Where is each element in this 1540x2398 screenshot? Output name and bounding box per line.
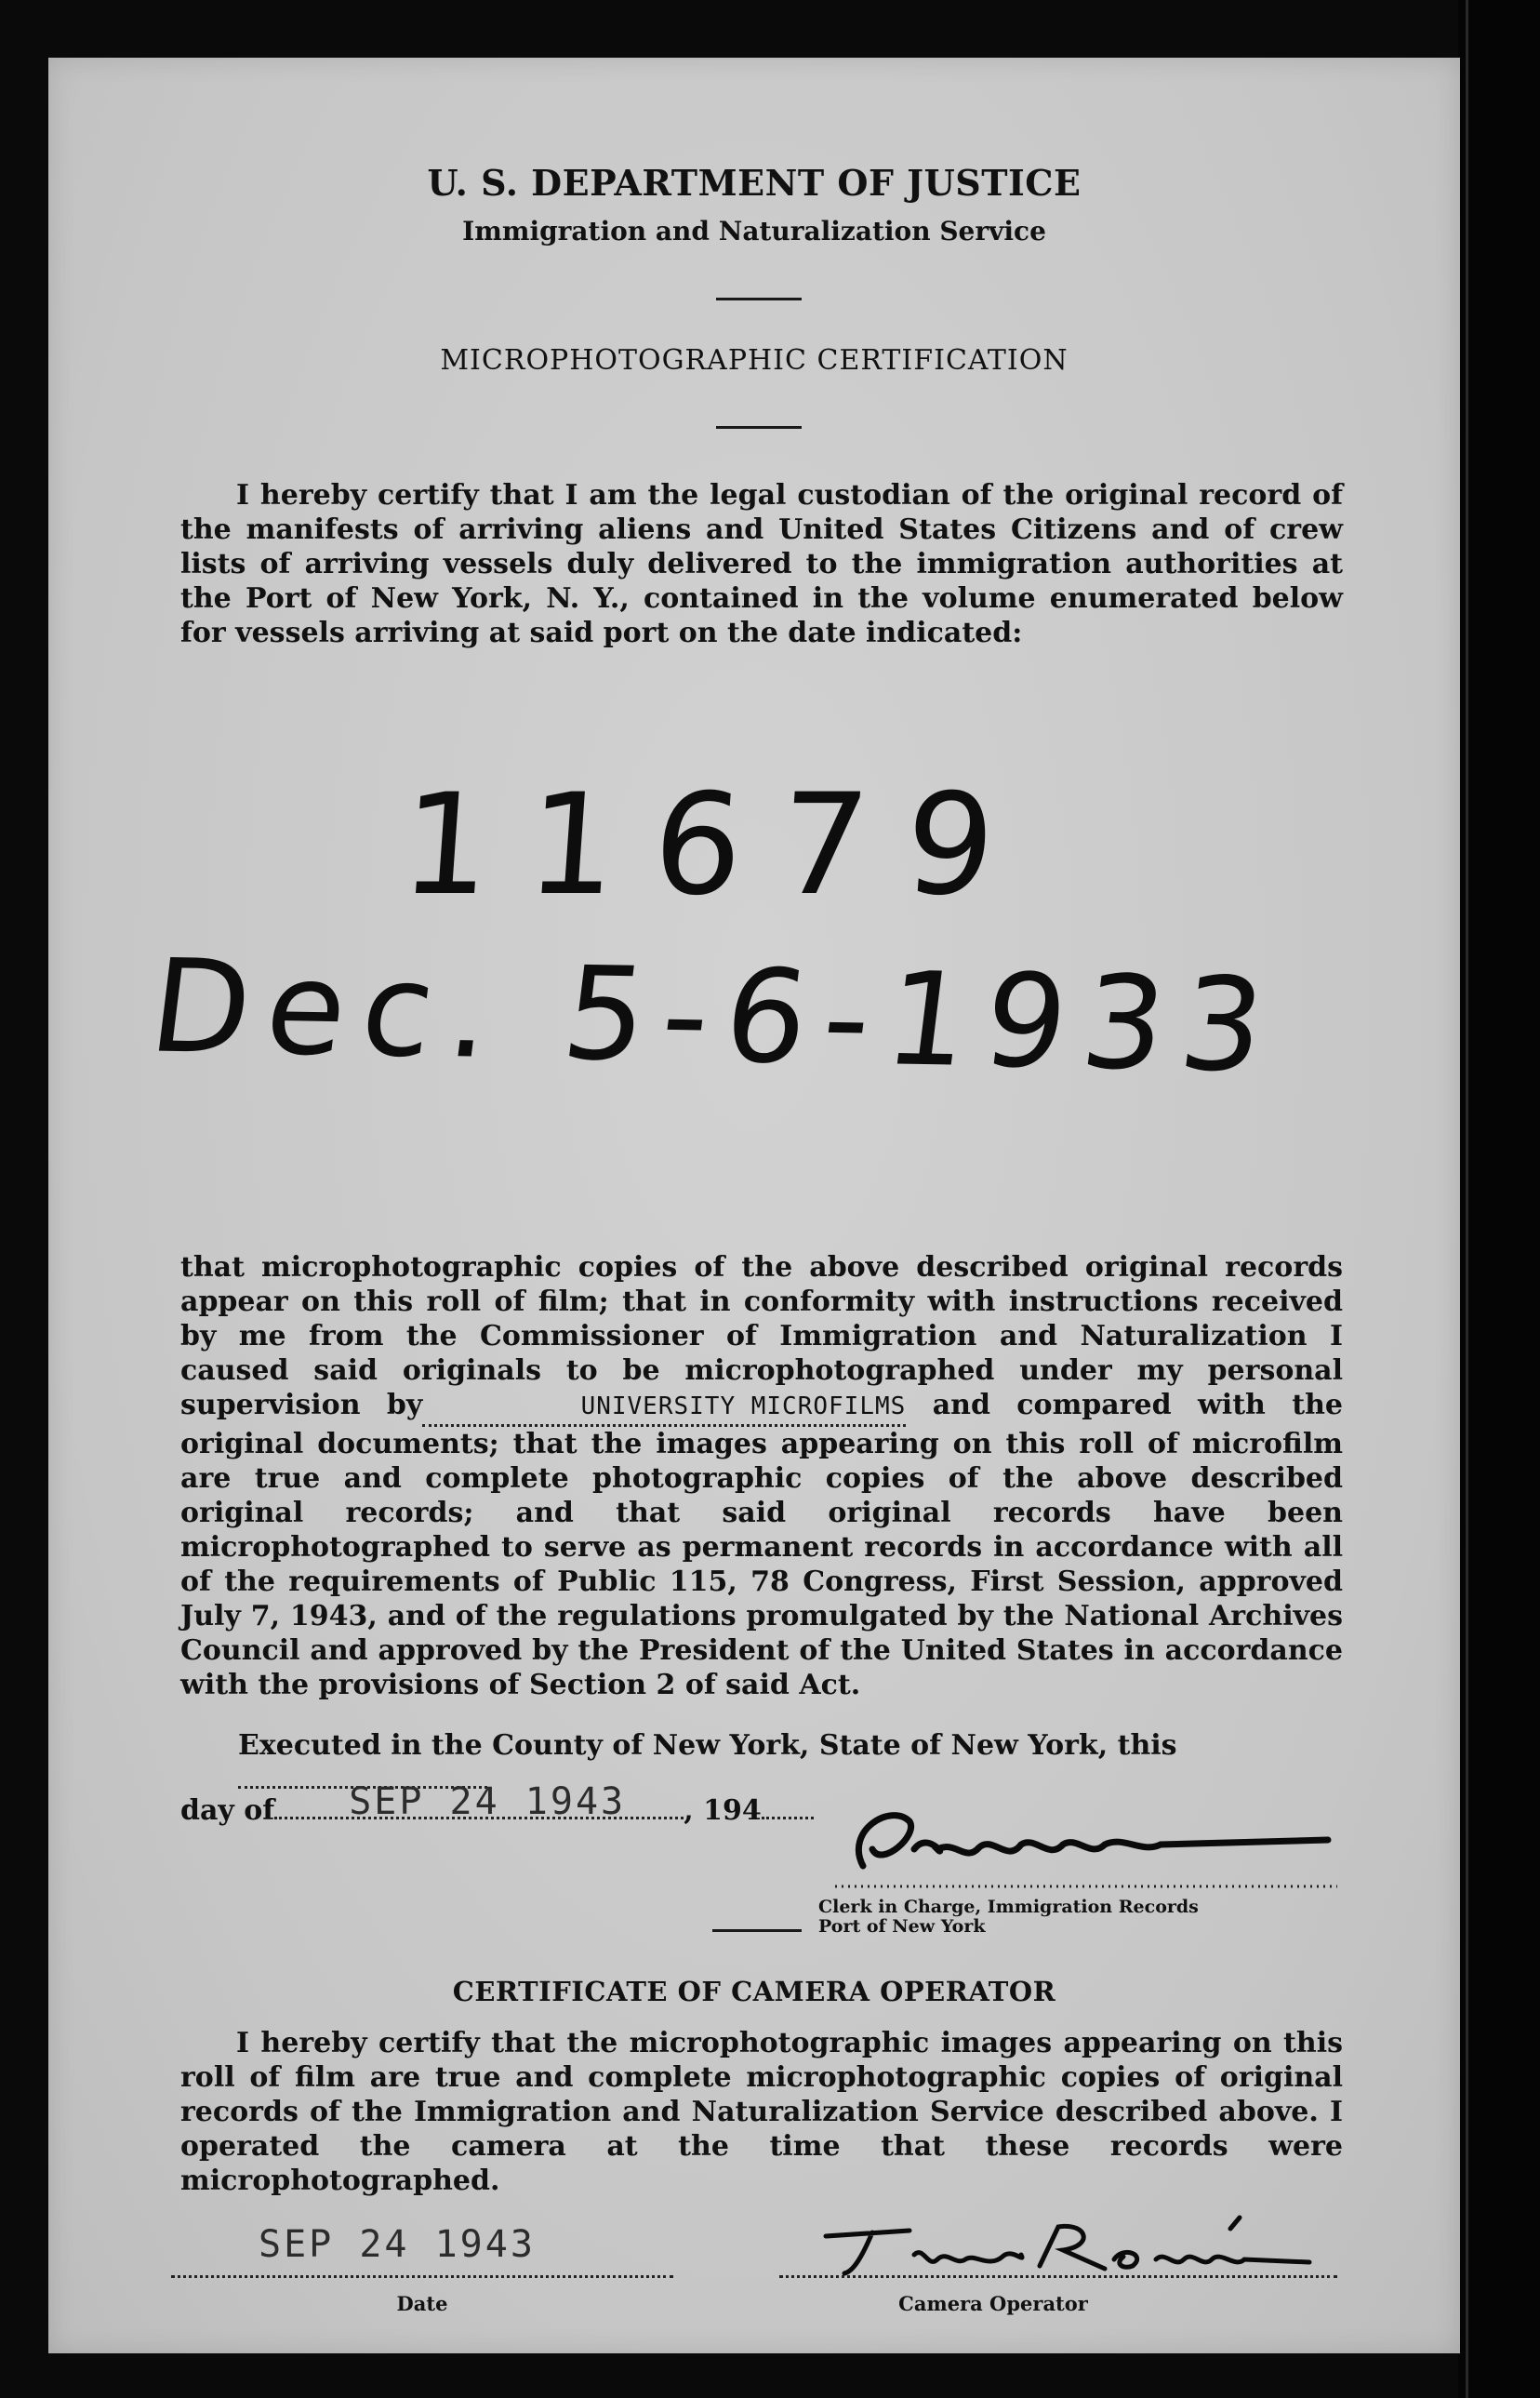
- divider: [716, 426, 802, 429]
- handwritten-volume-number: 11679: [395, 765, 1038, 926]
- camera-operator-paragraph: I hereby certify that the microphotographic images appearing on this roll of film are true and complete microphotographic copies of original records of the Immigration and Naturalization Service described above. I operated the camera at the time that these records were microphotographed.: [180, 2027, 1343, 2197]
- handwritten-dates: Dec. 5-6-1933: [142, 931, 1289, 1101]
- film-edge: [1458, 0, 1540, 2398]
- filmed-by-value: UNIVERSITY MICROFILMS: [580, 1392, 907, 1420]
- clerk-title-line2: Port of New York: [818, 1916, 986, 1937]
- certificate-page: [48, 58, 1460, 2353]
- year-label: , 194: [684, 1794, 762, 1827]
- divider: [712, 1929, 802, 1932]
- year-field: [762, 1817, 814, 1819]
- certification-body: [180, 1250, 1343, 1702]
- date-label: Date: [396, 2292, 448, 2315]
- executed-text: Executed in the County of New York, State of New York, this: [238, 1729, 1177, 1762]
- camera-operator-signature-field: [779, 2221, 1337, 2278]
- camera-date-stamp: SEP 24 1943: [259, 2223, 536, 2266]
- divider: [716, 298, 802, 300]
- clerk-title: [818, 1898, 1283, 1937]
- camera-operator-heading: CERTIFICATE OF CAMERA OPERATOR: [452, 1976, 1056, 2007]
- service-subheading: Immigration and Naturalization Service: [462, 216, 1046, 246]
- certification-title: MICROPHOTOGRAPHIC CERTIFICATION: [440, 344, 1069, 377]
- day-of-line: [180, 1780, 887, 1828]
- camera-operator-label: Camera Operator: [898, 2292, 1088, 2315]
- clerk-title-line1: Clerk in Charge, Immigration Records: [818, 1897, 1199, 1917]
- day-of-field: [274, 1780, 684, 1823]
- day-of-label: day of: [180, 1794, 275, 1827]
- date-stamp: SEP 24 1943: [349, 1780, 627, 1823]
- body-text-part1: that microphotographic copies of the above described original records appear on this roll of film; that in conformity with instructions received by me from the Commissioner of Immigration and Naturalization I caused said originals to be microphotographed under my personal supervision by: [180, 1251, 1343, 1421]
- body-text-part2: and compared with the original documents; that the images appearing on this roll of microfilm are true and complete photographic copies of the above described original records; and that said original records have been microphotographed to serve as permanent records in accordance with all of the requirements of Public 115, 78 Congress, First Session, approved July 7, 1943, and of the regulations promulgated by the National Archives Council and approved by the President of the United States in accordance with the provisions of Section 2 of said Act.: [180, 1389, 1344, 1701]
- date-field: [171, 2221, 673, 2278]
- intro-paragraph: I hereby certify that I am the legal custodian of the original record of the manifests of arriving aliens and United States Citizens and of crew lists of arriving vessels duly delivered to the immigration authorities at the Port of New York, N. Y., contained in the volume enumerated below for vessels arriving at said port on the date indicated:: [180, 479, 1343, 649]
- department-heading: U. S. DEPARTMENT OF JUSTICE: [427, 162, 1082, 204]
- camera-operator-signature: [807, 2208, 1328, 2283]
- clerk-signature: [826, 1793, 1347, 1896]
- filmed-by-field: [422, 1388, 906, 1427]
